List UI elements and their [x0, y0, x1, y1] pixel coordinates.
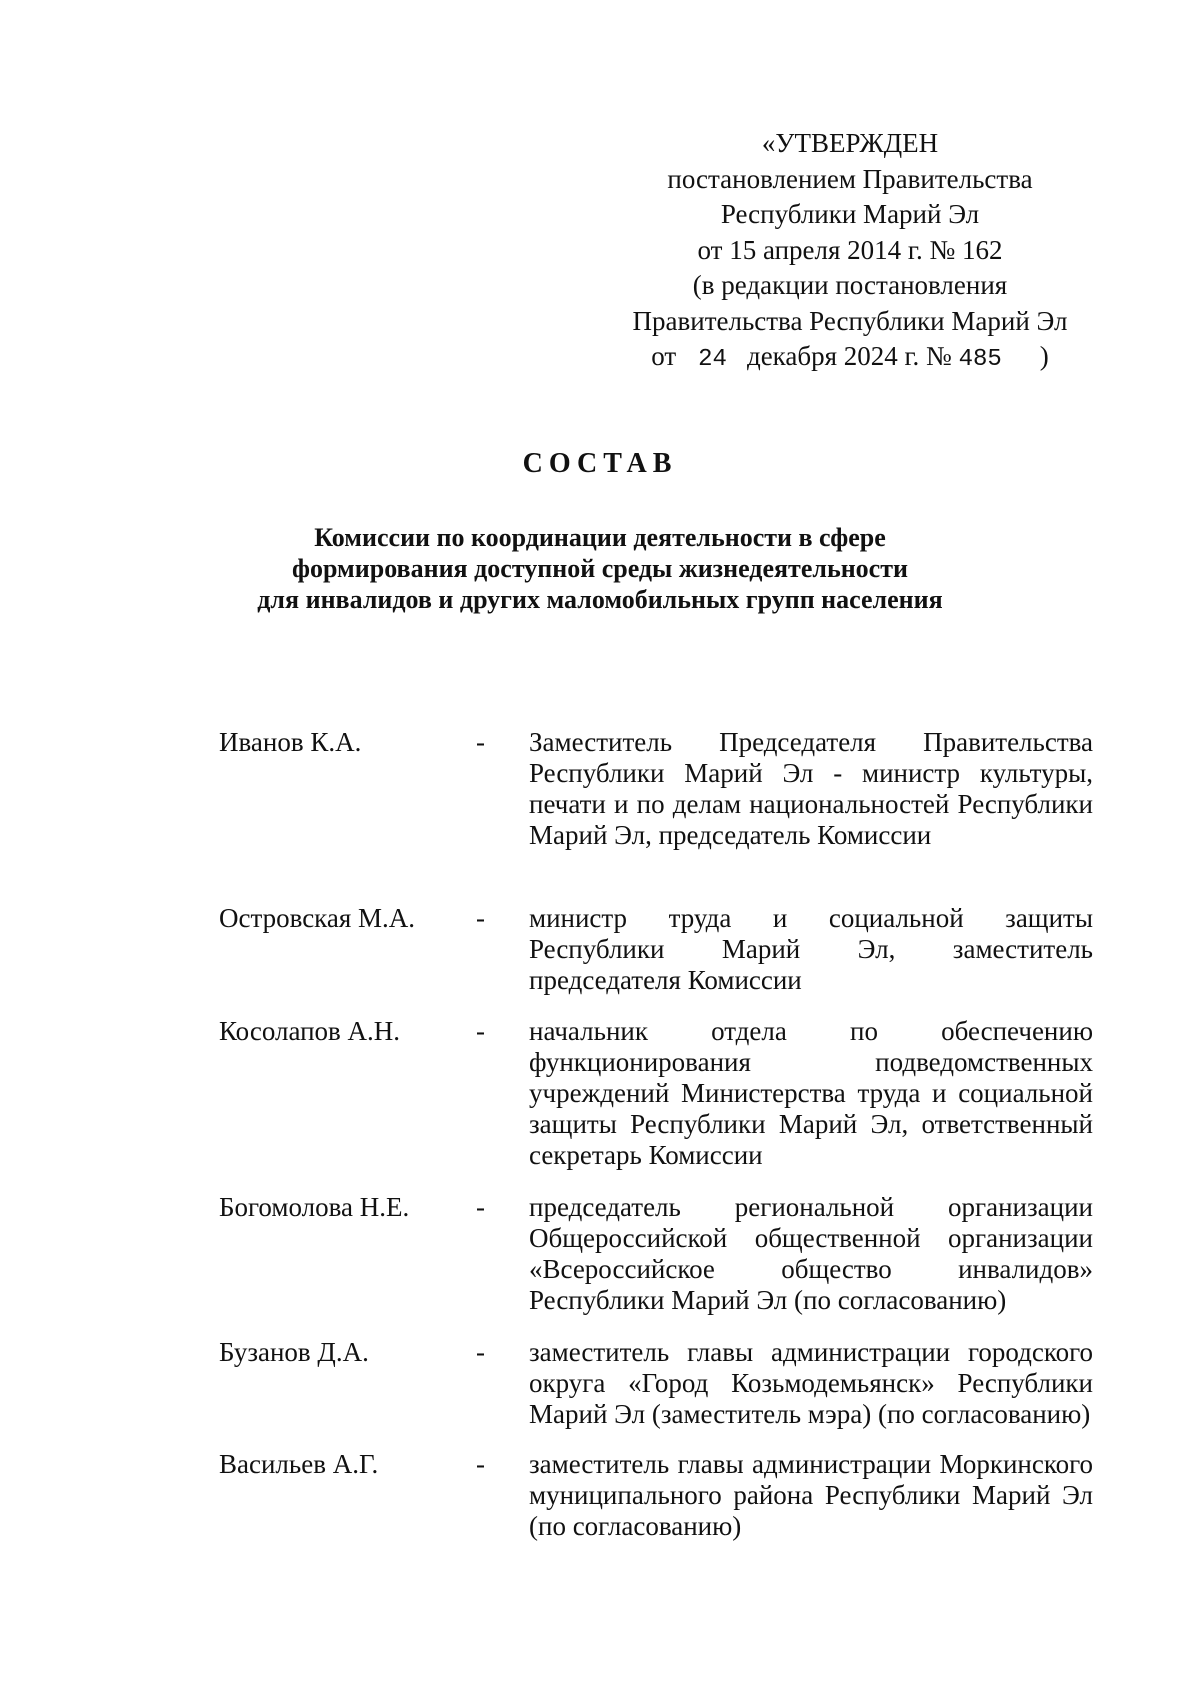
member-role: заместитель главы администрации Моркинского муниципального района Республики Марий Эл (по согласованию) [529, 1449, 1093, 1541]
subtitle-line-1: Комиссии по координации деятельности в сфере [314, 523, 886, 552]
member-name: Бузанов Д.А. [219, 1337, 369, 1367]
approval-line-republic: Республики Марий Эл [720, 199, 980, 229]
subtitle-line-2: формирования доступной среды жизнедеятельности [292, 554, 908, 583]
member-name: Богомолова Н.Е. [219, 1192, 410, 1222]
member-role: председатель региональной организации Общероссийской общественной организации «Всероссийское общество инвалидов» Республики Марий Эл (по согласованию) [529, 1192, 1093, 1315]
member-role: Заместитель Председателя Правительства Республики Марий Эл - министр культуры, печати и по делам национальностей Республики Марий Эл, председатель Комиссии [529, 727, 1093, 850]
member-role: начальник отдела по обеспечению функционирования подведомственных учреждений Министерства труда и социальной защиты Республики Марий Эл, ответственный секретарь Комиссии [529, 1016, 1093, 1170]
approval-line-resolution: постановлением Правительства [667, 163, 1033, 194]
member-dash: - [476, 1449, 485, 1479]
member-name: Косолапов А.Н. [219, 1016, 401, 1046]
member-name: Васильев А.Г. [219, 1449, 379, 1479]
amendment-prefix: от [651, 341, 677, 371]
member-dash: - [476, 1192, 485, 1222]
member-role: министр труда и социальной защиты Республики Марий Эл, заместитель председателя Комиссии [529, 903, 1093, 995]
approval-line-approved: «УТВЕРЖДЕН [761, 128, 939, 158]
approval-line-government: Правительства Республики Марий Эл [632, 305, 1068, 336]
member-dash: - [476, 903, 485, 933]
document-subtitle [200, 522, 1000, 615]
amendment-close: ) [1039, 341, 1049, 371]
approval-line-date: от 15 апреля 2014 г. № 162 [697, 234, 1003, 265]
member-name: Островская М.А. [219, 903, 416, 933]
approval-stamp [600, 126, 1100, 378]
amendment-month-year: декабря 2024 г. № [746, 341, 952, 371]
amendment-day: 24 [698, 346, 727, 373]
member-role: заместитель главы администрации городского округа «Город Козьмодемьянск» Республики Марий Эл (заместитель мэра) (по согласованию) [529, 1337, 1093, 1429]
document-title: СОСТАВ [522, 448, 678, 479]
approval-line-edition: (в редакции постановления [692, 270, 1008, 300]
amendment-number: 485 [958, 346, 1002, 373]
member-dash: - [476, 1337, 485, 1367]
subtitle-line-3: для инвалидов и других маломобильных групп населения [257, 585, 943, 614]
approval-line-amendment [600, 339, 1100, 378]
member-dash: - [476, 1016, 485, 1046]
member-dash: - [476, 727, 485, 757]
member-name: Иванов К.А. [219, 727, 362, 757]
